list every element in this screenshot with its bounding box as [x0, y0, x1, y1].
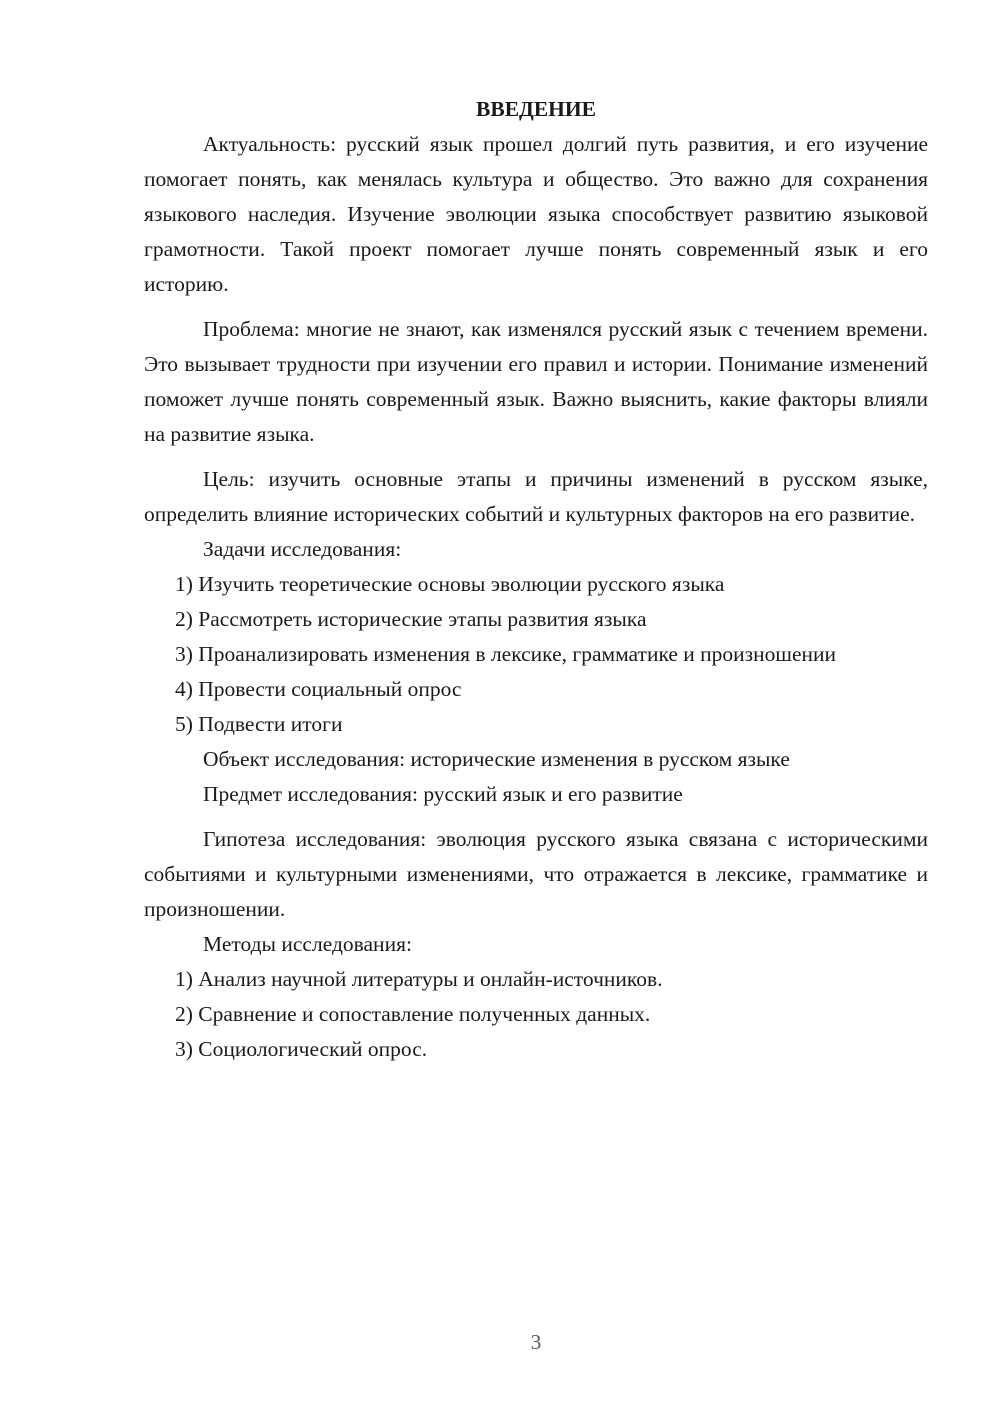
- task-item: 5) Подвести итоги: [175, 712, 343, 736]
- methods-heading: Методы исследования:: [203, 932, 412, 956]
- task-item: 3) Проанализировать изменения в лексике, грамматике и произношении: [175, 642, 837, 666]
- object-paragraph: Объект исследования: исторические изменения в русском языке: [203, 747, 790, 771]
- relevance-paragraph: Актуальность: русский язык прошел долгий путь развития, и его изучение помогает понять, как менялась культура и общество. Это важно для сохранения языкового наследия. Изучение эволюции языка способствует развитию языковой грамотности. Такой проект помогает лучше понять современный язык и его историю.: [144, 132, 928, 296]
- problem-paragraph: Проблема: многие не знают, как изменялся русский язык с течением времени. Это вызывает трудности при изучении его правил и истории. Понимание изменений поможет лучше понять современный язык. Важно выяснить, какие факторы влияли на развитие языка.: [144, 317, 928, 446]
- page-number: 3: [530, 1330, 542, 1354]
- task-item: 1) Изучить теоретические основы эволюции русского языка: [175, 572, 725, 596]
- tasks-heading: Задачи исследования:: [203, 537, 402, 561]
- hypothesis-paragraph: Гипотеза исследования: эволюция русского языка связана с историческими событиями и культурными изменениями, что отражается в лексике, грамматике и произношении.: [144, 827, 928, 921]
- document-page: [144, 92, 928, 1067]
- method-item: 3) Социологический опрос.: [175, 1037, 428, 1061]
- goal-paragraph: Цель: изучить основные этапы и причины изменений в русском языке, определить влияние исторических событий и культурных факторов на его развитие.: [144, 467, 928, 526]
- task-item: 4) Провести социальный опрос: [175, 677, 462, 701]
- method-item: 1) Анализ научной литературы и онлайн-источников.: [175, 967, 663, 991]
- section-title: ВВЕДЕНИЕ: [476, 97, 596, 121]
- task-item: 2) Рассмотреть исторические этапы развития языка: [175, 607, 647, 631]
- subject-paragraph: Предмет исследования: русский язык и его развитие: [203, 782, 683, 806]
- method-item: 2) Сравнение и сопоставление полученных данных.: [175, 1002, 651, 1026]
